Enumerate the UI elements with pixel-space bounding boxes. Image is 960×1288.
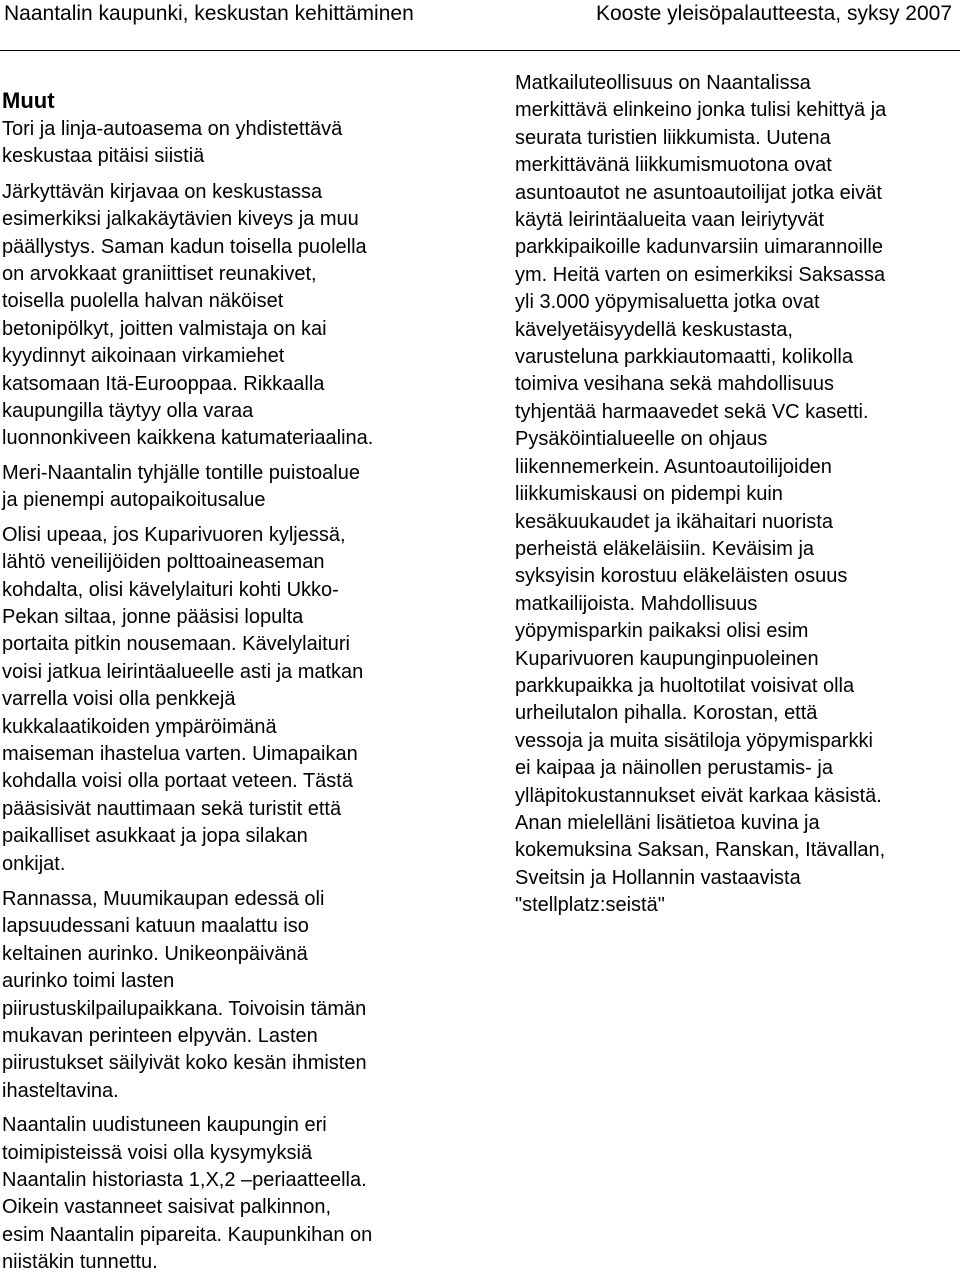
text-line: asuntoautot ne asuntoautoilijat jotka eivät — [515, 181, 882, 204]
section-heading: Muut — [2, 88, 55, 113]
text-line: niistäkin tunnettu. — [2, 1251, 158, 1274]
right-column-text — [515, 70, 955, 920]
text-line: lapsuudessani katuun maalattu iso — [2, 915, 309, 938]
text-line: ihasteltavina. — [2, 1079, 119, 1102]
text-line: Järkyttävän kirjavaa on keskustassa — [2, 180, 323, 203]
text-line: kesäkuukaudet ja ikähaitari nuorista — [515, 510, 833, 533]
left-column — [2, 86, 472, 1277]
text-line: Oikein vastanneet saisivat palkinnon, — [2, 1196, 332, 1219]
text-line: varusteluna parkkiautomaatti, kolikolla — [515, 346, 853, 369]
page-header — [0, 0, 960, 51]
text-line: Sveitsin ja Hollannin vastaavista — [515, 866, 801, 889]
text-line: parkkupaikka ja huoltotilat voisivat olla — [515, 674, 855, 697]
text-line: toisella puolella halvan näköiset — [2, 290, 284, 313]
text-line: on arvokkaat graniittiset reunakivet, — [2, 263, 317, 286]
text-line: merkittävä elinkeino jonka tulisi kehittyä ja — [515, 99, 887, 122]
text-line: Rannassa, Muumikaupan edessä oli — [2, 887, 325, 910]
text-line: tyhjentää harmaavedet sekä VC kasetti. — [515, 400, 869, 423]
text-line: ei kaipaa ja näinollen perustamis- ja — [515, 757, 833, 780]
text-line: kaupungilla täytyy olla varaa — [2, 400, 254, 423]
text-line: Naantalin historiasta 1,X,2 –periaatteella. — [2, 1169, 367, 1192]
text-line: esim Naantalin pipareita. Kaupunkihan on — [2, 1223, 373, 1246]
text-line: kukkalaatikoiden ympäröimänä — [2, 715, 277, 738]
text-line: portaita pitkin nousemaan. Kävelylaituri — [2, 633, 350, 656]
text-line: Tori ja linja-autoasema on yhdistettävä — [2, 118, 343, 140]
text-line: Kuparivuoren kaupunginpuoleinen — [515, 647, 819, 670]
text-line: piirustukset säilyivät koko kesän ihmisten — [2, 1052, 367, 1075]
text-line: matkailijoista. Mahdollisuus — [515, 592, 758, 615]
text-line: toimipisteissä voisi olla kysymyksiä — [2, 1141, 313, 1164]
text-line: Pysäköintialueelle on ohjaus — [515, 428, 768, 451]
text-line: syksyisin korostuu eläkeläisten osuus — [515, 565, 848, 588]
text-line: "stellplatz:seistä" — [515, 894, 665, 917]
text-line: Anan mielelläni lisätietoa kuvina ja — [515, 811, 820, 834]
header-right-title: Kooste yleisöpalautteesta, syksy 2007 — [595, 2, 952, 25]
text-line: piirustuskilpailupaikkana. Toivoisin tämän — [2, 997, 367, 1020]
text-line: onkijat. — [2, 852, 66, 875]
text-line: perheistä eläkeläisiin. Keväisim ja — [515, 537, 815, 560]
text-line: keltainen aurinko. Unikeonpäivänä — [2, 942, 308, 965]
text-line: liikennemerkein. Asuntoautoilijoiden — [515, 455, 832, 478]
text-line: mukavan perinteen elpyvän. Lasten — [2, 1025, 318, 1047]
text-line: paikalliset asukkaat ja jopa silakan — [2, 825, 308, 848]
text-line: keskustaa pitäisi siistiä — [2, 145, 205, 168]
text-line: päällystys. Saman kadun toisella puolella — [2, 235, 367, 258]
text-line: maiseman ihastelua varten. Uimapaikan — [2, 742, 358, 765]
text-line: ylläpitokustannukset eivät karkaa käsistä. — [515, 784, 882, 807]
header-left-title: Naantalin kaupunki, keskustan kehittäminen — [4, 2, 414, 25]
text-line: toimiva vesihana sekä mahdollisuus — [515, 373, 835, 396]
text-line: liikkumiskausi on pidempi kuin — [515, 483, 783, 506]
text-line: lähtö veneilijöiden polttoaineaseman — [2, 551, 325, 574]
text-line: seurata turistien liikkumista. Uutena — [515, 126, 831, 149]
text-line: kohdalla voisi olla portaat veteen. Tästä — [2, 770, 353, 793]
text-line: Meri-Naantalin tyhjälle tontille puistoalue — [2, 461, 360, 484]
text-line: vessoja ja muita sisätiloja yöpymisparkki — [515, 729, 873, 752]
text-line: pääsisivät nauttimaan sekä turistit että — [2, 797, 342, 820]
text-line: käytä leirintäalueita vaan leiriytyvät — [515, 209, 825, 232]
text-line: luonnonkiveen kaikkena katumateriaalina. — [2, 427, 374, 450]
left-column-text — [2, 116, 472, 1277]
text-line: kyydinnyt aikoinaan virkamiehet — [2, 345, 285, 368]
text-line: Naantalin uudistuneen kaupungin eri — [2, 1114, 327, 1137]
text-line: kokemuksina Saksan, Ranskan, Itävallan, — [515, 839, 886, 862]
right-column — [515, 70, 955, 920]
text-line: Matkailuteollisuus on Naantalissa — [515, 72, 811, 94]
text-line: esimerkiksi jalkakäytävien kiveys ja muu — [2, 208, 359, 231]
text-line: ym. Heitä varten on esimerkiksi Saksassa — [515, 263, 886, 286]
text-line: Olisi upeaa, jos Kuparivuoren kyljessä, — [2, 523, 346, 546]
text-line: katsomaan Itä-Eurooppaa. Rikkaalla — [2, 372, 325, 395]
text-line: varrella voisi olla penkkejä — [2, 688, 236, 711]
text-line: ja pienempi autopaikoitusalue — [2, 489, 266, 512]
text-line: Pekan siltaa, jonne pääsisi lopulta — [2, 605, 304, 628]
text-line: kohdalta, olisi kävelylaituri kohti Ukko- — [2, 578, 339, 601]
text-line: kävelyetäisyydellä keskustasta, — [515, 318, 793, 341]
text-line: parkkipaikoille kadunvarsiin uimarannoille — [515, 236, 883, 259]
text-line: aurinko toimi lasten — [2, 970, 175, 993]
text-line: betonipölkyt, joitten valmistaja on kai — [2, 317, 327, 340]
text-line: voisi jatkua leirintäalueelle asti ja matkan — [2, 660, 364, 683]
text-line: merkittävänä liikkumismuotona ovat — [515, 154, 832, 177]
text-line: urheilutalon pihalla. Korostan, että — [515, 702, 818, 725]
text-line: yöpymisparkin paikaksi olisi esim — [515, 620, 809, 643]
text-line: yli 3.000 yöpymisaluetta jotka ovat — [515, 291, 820, 314]
